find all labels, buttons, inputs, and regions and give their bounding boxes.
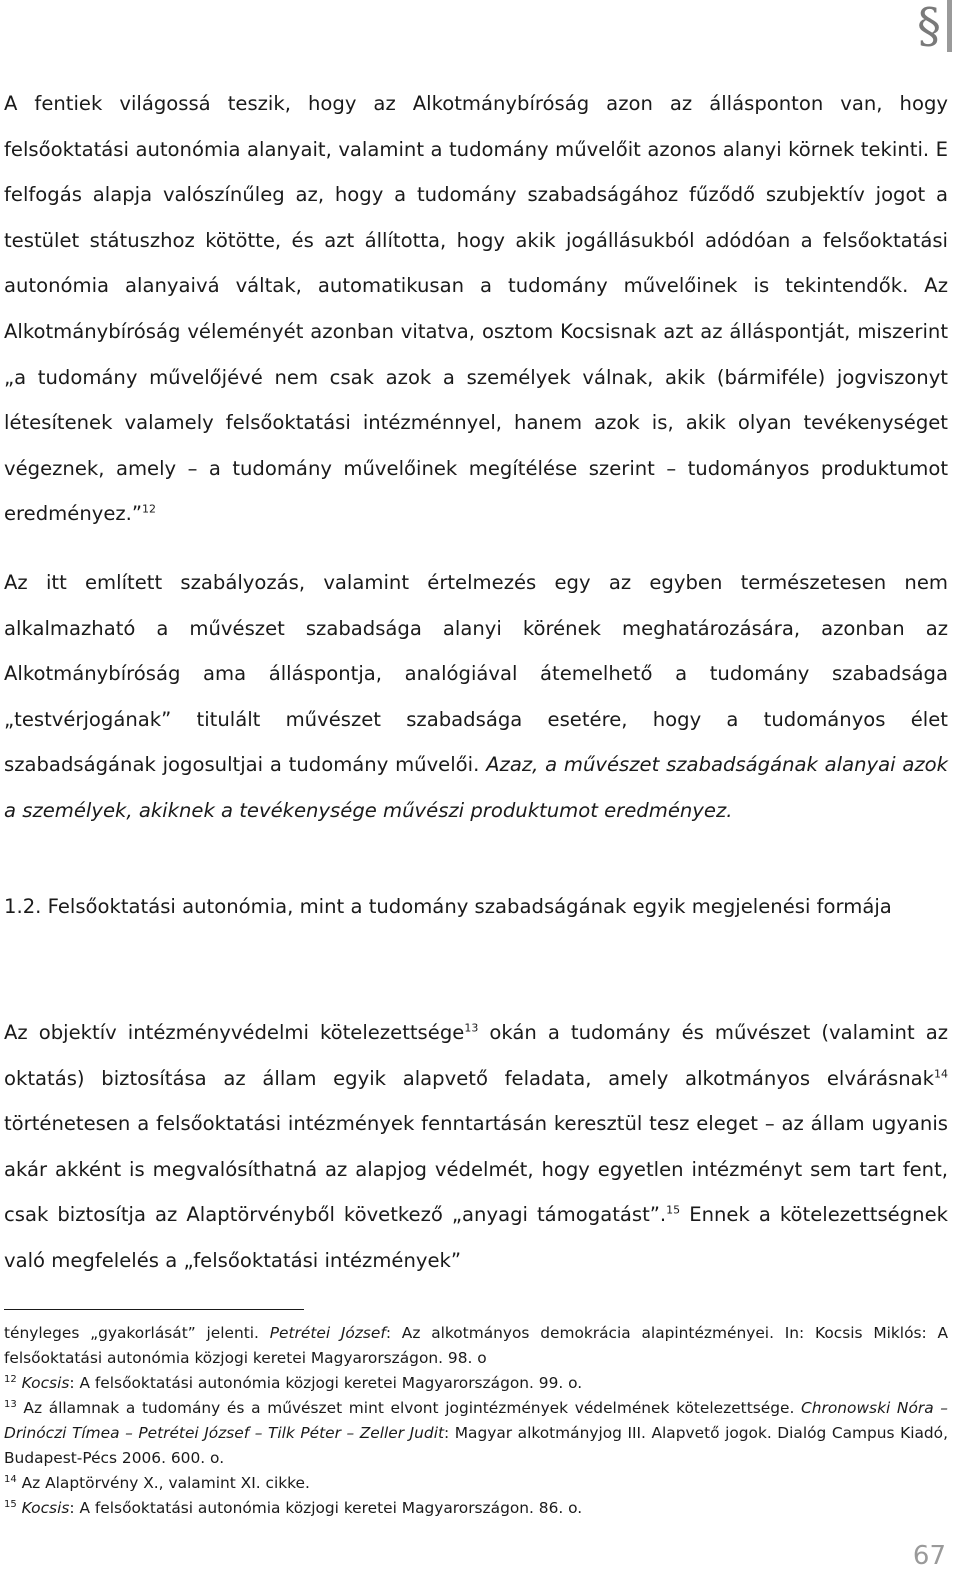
footnote-15-author: Kocsis xyxy=(21,1499,70,1517)
section-heading: 1.2. Felsőoktatási autonómia, mint a tudomány szabadságának egyik megjelenési formája xyxy=(4,895,892,918)
footnote-12-number: 12 xyxy=(4,1373,17,1385)
paragraph-3-text-c: történetesen a felsőoktatási intézmények fenntartásán keresztül tesz eleget – az állam ugyanis akár akként is megvalósíthatná az alapjog védelmét, hogy egyetlen intézményt sem tart fent, csak biztosítja az Alaptörvényből következő „anyagi támogatást”. xyxy=(4,1112,948,1227)
footnote-cont-author: Petrétei József xyxy=(269,1324,386,1342)
paragraph-1 xyxy=(4,81,948,537)
footnote-13-rest: : Magyar alkotmányjog III. Alapvető jogok. Dialóg Campus Kiadó, Budapest-Pécs 2006. 600. o. xyxy=(4,1424,948,1467)
footnote-14-number: 14 xyxy=(4,1473,17,1485)
footnote-12-text: : A felsőoktatási autonómia közjogi keretei Magyarországon. 99. o. xyxy=(69,1374,583,1392)
footnote-ref-15: 15 xyxy=(666,1203,681,1217)
footnote-ref-13: 13 xyxy=(464,1021,479,1035)
paragraph-1-text: A fentiek világossá teszik, hogy az Alkotmánybíróság azon az állásponton van, hogy felsőoktatási autonómia alanyait, valamint a tudomány művelőit azonos alanyi körnek tekinti. E felfogás alapja valószínűleg az, hogy a tudomány szabadságához fűződő szubjektív jogot a testület státuszhoz kötötte, és azt állította, hogy akik jogállásukból adódóan a felsőoktatási autonómia alanyaivá váltak, automatikusan a tudomány művelőinek is tekintendők. Az Alkotmánybíróság véleményét azonban vitatva, osztom Kocsisnak azt az álláspontját, miszerint „a tudomány művelőjévé nem csak azok a személyek válnak, akik (bármiféle) jogviszonyt létesítenek valamely felsőoktatási intézménnyel, hanem azok is, akik olyan tevékenységet végeznek, amely – a tudomány művelőinek megítélése szerint – tudományos produktumot eredményez.” xyxy=(4,92,948,526)
page-number: 67 xyxy=(912,1541,946,1571)
footnote-13-text: Az államnak a tudomány és a művészet mint elvont jogintézmények védelmének kötelezettsége. xyxy=(16,1399,802,1417)
footnote-14 xyxy=(4,1471,948,1496)
paragraph-2 xyxy=(4,560,948,834)
footnote-14-text: Az Alaptörvény X., valamint XI. cikke. xyxy=(16,1474,310,1492)
footnote-12 xyxy=(4,1371,948,1396)
footnote-continuation xyxy=(4,1321,948,1371)
paragraph-3-text-b: okán a tudomány és művészet (valamint az oktatás) biztosítása az állam egyik alapvető feladata, amely alkotmányos elvárásnak xyxy=(4,1021,948,1090)
footnote-ref-12: 12 xyxy=(142,502,157,516)
footnote-divider xyxy=(4,1309,304,1310)
footnote-15-text: : A felsőoktatási autonómia közjogi keretei Magyarországon. 86. o. xyxy=(69,1499,583,1517)
section-sign-icon: § xyxy=(917,0,941,54)
footnote-13-authors: Chronowski Nóra – Drinóczi Tímea – Petrétei József – Tilk Péter – Zeller Judit xyxy=(4,1399,948,1442)
paragraph-3-text-a: Az objektív intézményvédelmi kötelezettsége xyxy=(4,1021,465,1044)
footnote-15 xyxy=(4,1496,948,1521)
footnote-ref-14: 14 xyxy=(934,1067,948,1081)
footnotes xyxy=(4,1321,948,1521)
paragraph-2-italic: Azaz, a művészet szabadságának alanyai azok a személyek, akiknek a tevékenysége művészi produktumot eredményez. xyxy=(4,753,948,822)
footnote-cont-rest: : Az alkotmányos demokrácia alapintézményei. In: Kocsis Miklós: A felsőoktatási autonómia közjogi keretei Magyarországon. 98. o xyxy=(4,1324,949,1367)
footnote-12-author: Kocsis xyxy=(21,1374,70,1392)
footnote-13-number: 13 xyxy=(4,1398,17,1410)
footnote-15-number: 15 xyxy=(4,1498,17,1510)
footnote-13 xyxy=(4,1396,948,1471)
paragraph-3 xyxy=(4,1010,948,1284)
footnote-cont-text: tényleges „gyakorlását” jelenti. xyxy=(4,1324,270,1342)
paragraph-2-text: Az itt említett szabályozás, valamint értelmezés egy az egyben természetesen nem alkalmazható a művészet szabadsága alanyi körének meghatározására, azonban az Alkotmánybíróság ama álláspontja, analógiával átemelhető a tudomány szabadsága „testvérjogának” titulált művészet szabadsága esetére, hogy a tudományos élet szabadságának jogosultjai a tudomány művelői. xyxy=(4,571,948,777)
logo-bar xyxy=(947,0,952,52)
section-logo xyxy=(908,0,952,56)
paragraph-3-text-d: Ennek a kötelezettségnek való megfelelés a „felsőoktatási intézmények” xyxy=(4,1203,948,1272)
